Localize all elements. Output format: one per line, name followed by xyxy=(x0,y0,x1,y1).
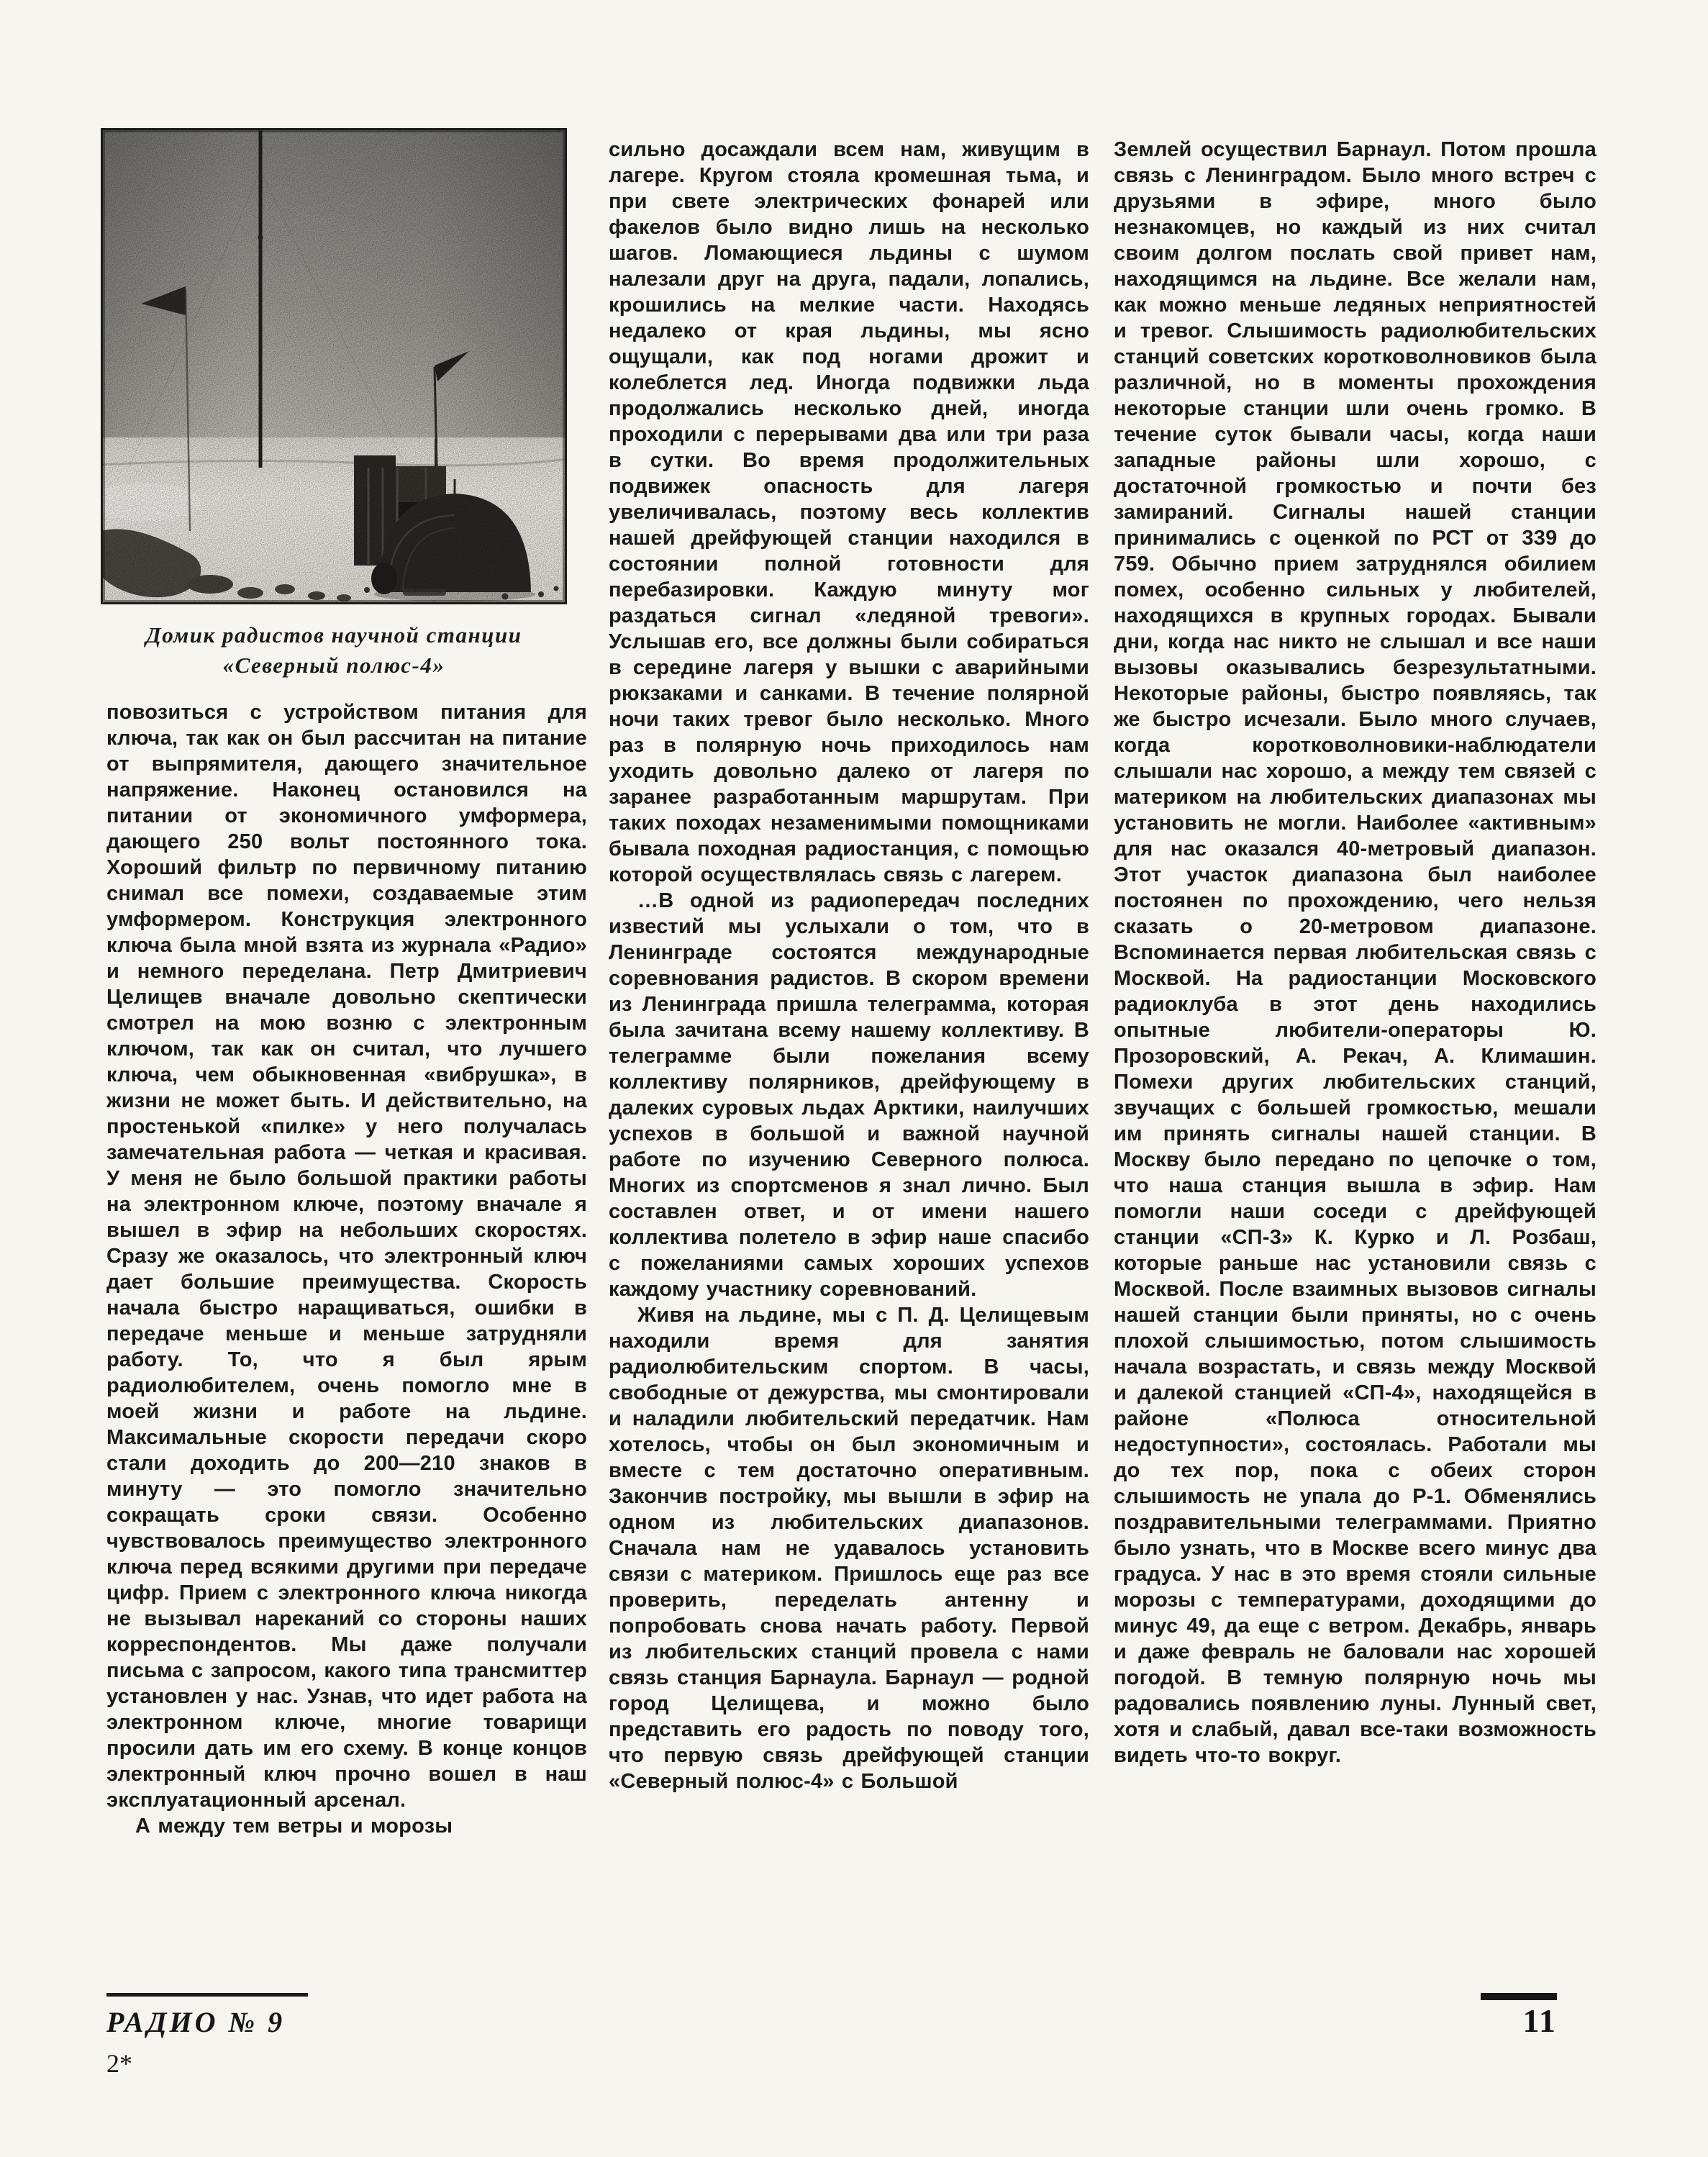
paragraph: Землей осуществил Барнаул. Потом прошла связь с Ленинградом. Было много встреч с друзьями в эфире, много было незнакомцев, но каждый из них считал своим долгом послать свой привет нам, находящимся на льдине. Все желали нам, как можно меньше ледяных неприятностей и тревог. Слышимость радиолюбительских станций советских коротковолновиков была различной, но в моменты прохождения некоторые станции шли очень громко. В течение суток бывали часы, когда наши западные районы шли хорошо, с достаточной громкостью и почти без замираний. Сигналы нашей станции принимались с оценкой по РСТ от 339 до 759. Обычно прием затруднялся обилием помех, особенно сильных у любителей, находящихся в крупных городах. Бывали дни, когда нас никто не слышал и все наши вызовы оказывались безрезультатными. Некоторые районы, быстро появляясь, так же быстро исчезали. Было много случаев, когда коротковолновики-наблюдатели слышали нас хорошо, а между тем связей с материком на любительских диапазонах мы установить не могли. Наиболее «активным» для нас оказался 40-метровый диапазон. Этот участок диапазона был наиболее постоянен по прохождению, чего нельзя сказать о 20-метровом диапазоне. Вспоминается первая любительская связь с Москвой. На радиостанции Московского радиоклуба в этот день находились опытные любители-операторы Ю. Прозоровский, А. Рекач, А. Климашин. Помехи других любительских станций, звучащих с большей громкостью, мешали им принять сигналы нашей станции. В Москву было передано по цепочке о том, что наша станция вышла в эфир. Нам помогли наши соседи с дрейфующей станции «СП-3» К. Курко и Л. Розбаш, которые раньше нас установили связь с Москвой. После взаимных вызовов сигналы нашей станции были приняты, но с очень плохой слышимостью, потом слышимость начала возрастать, и связь между Москвой и далекой станцией «СП-4», находящейся в районе «Полюса относительной недоступности», состоялась. Работали мы до тех пор, пока с обеих сторон слышимость не упала до Р-1. Обменялись поздравительными телеграммами. Приятно было узнать, что в Москве всего минус два градуса. У нас в это время стояли сильные морозы с температурами, доходящими до минус 49, да еще с ветром. Декабрь, январь и даже февраль не баловали нас хорошей погодой. В темную полярную ночь мы радовались появлению луны. Лунный свет, хотя и слабый, давал все-таки возможность видеть что-то вокруг. xyxy=(1114,138,1596,1767)
text-column-3 xyxy=(1114,137,1596,1950)
paragraph: А между тем ветры и морозы xyxy=(135,1815,453,1838)
photo-polar-camp xyxy=(101,128,567,604)
footer-right-block xyxy=(1479,1993,1557,2039)
printers-signature-mark: 2* xyxy=(106,2049,132,2078)
footer-divider-right xyxy=(1481,1993,1557,2000)
journal-issue-label: РАДИО № 9 xyxy=(106,2006,286,2038)
halftone-photo-image xyxy=(101,128,567,604)
photo-caption-line1: Домик радистов научной станции xyxy=(145,622,522,648)
photo-caption xyxy=(92,620,576,681)
photo-caption-line2: «Северный полюс-4» xyxy=(222,653,445,678)
text-column-2 xyxy=(609,137,1089,1956)
paragraph: повозиться с устройством питания для ключа, так как он был рассчитан на питание от выпрямителя, дающего значительное напряжение. Наконец остановился на питании от экономичного умформера, дающего 250 вольт постоянного тока. Хороший фильтр по первичному питанию снимал все помехи, создаваемые этим умформером. Конструкция электронного ключа была мной взята из журнала «Радио» и немного переделана. Петр Дмитриевич Целищев вначале довольно скептически смотрел на мою возню с электронным ключом, так как он считал, что лучшего ключа, чем обыкновенная «вибрушка», в жизни не может быть. И действительно, на простенькой «пилке» у него получалась замечательная работа — четкая и красивая. У меня не было большой практики работы на электронном ключе, поэтому вначале я вышел в эфир на небольших скоростях. Сразу же оказалось, что электронный ключ дает большие преимущества. Скорость начала быстро наращиваться, ошибки в передаче меньше и меньше затрудняли работу. То, что я был ярым радиолюбителем, очень помогло мне в моей жизни и работе на льдине. Максимальные скорости передачи скоро стали доходить до 200—210 знаков в минуту — это помогло значительно сокращать сроки связи. Особенно чувствовалось преимущество электронного ключа перед всякими другими при передаче цифр. Прием с электронного ключа никогда не вызывал нареканий со стороны наших корреспондентов. Мы даже получали письма с запросом, какого типа трансмиттер установлен у нас. Узнав, что идет работа на электронном ключе, многие товарищи просили дать им его схему. В конце концов электронный ключ прочно вошел в наш эксплуатационный арсенал. xyxy=(106,701,587,1812)
text-column-1 xyxy=(106,699,587,1974)
paragraph: Живя на льдине, мы с П. Д. Целищевым находили время для занятия радиолюбительским спортом. В часы, свободные от дежурства, мы смонтировали и наладили любительский передатчик. Нам хотелось, чтобы он был экономичным и вместе с тем достаточно оперативным. Закончив постройку, мы вышли в эфир на одном из любительских диапазонов. Сначала нам не удавалось установить связи с материком. Пришлось еще раз все проверить, переделать антенну и попробовать снова начать работу. Первой из любительских станций провела с нами связь станция Барнаула. Барнаул — родной город Целищева, и можно было представить его радость по поводу того, что первую связь дрейфующей станции «Северный полюс-4» с Большой xyxy=(609,1304,1089,1793)
footer-divider-left xyxy=(106,1993,308,1997)
paragraph: …В одной из радиопередач последних известий мы услыхали о том, что в Ленинграде состоятся международные соревнования радистов. В скором времени из Ленинграда пришла телеграмма, которая была зачитана всему нашему коллективу. В телеграмме были пожелания всему коллективу полярников, дрейфующему в далеких суровых льдах Арктики, наилучших успехов в большой и важной научной работе по изучению Северного полюса. Многих из спортсменов я знал лично. Был составлен ответ, и от имени нашего коллектива полетело в эфир наше спасибо с пожеланиями самых хороших успехов каждому участнику соревнований. xyxy=(609,889,1089,1301)
paragraph: сильно досаждали всем нам, живущим в лагере. Кругом стояла кромешная тьма, и при свете электрических фонарей или факелов было видно лишь на несколько шагов. Ломающиеся льдины с шумом налезали друг на друга, падали, лопались, крошились на мелкие части. Находясь недалеко от края льдины, мы ясно ощущали, как под ногами дрожит и колеблется лед. Иногда подвижки льда продолжались несколько дней, иногда проходили с перерывами два или три раза в сутки. Во время продолжительных подвижек опасность для лагеря увеличивалась, поэтому весь коллектив нашей дрейфующей станции находился в состоянии полной готовности для перебазировки. Каждую минуту мог раздаться сигнал «ледяной тревоги». Услышав его, все должны были собираться в середине лагеря у вышки с аварийными рюкзаками и санками. В течение полярной ночи таких тревог было несколько. Много раз в полярную ночь приходилось нам уходить довольно далеко от лагеря по заранее разработанным маршрутам. При таких походах незаменимыми помощниками бывала походная радиостанция, с помощью которой осуществлялась связь с лагерем. xyxy=(609,138,1089,886)
page-number: 11 xyxy=(1522,2002,1557,2039)
